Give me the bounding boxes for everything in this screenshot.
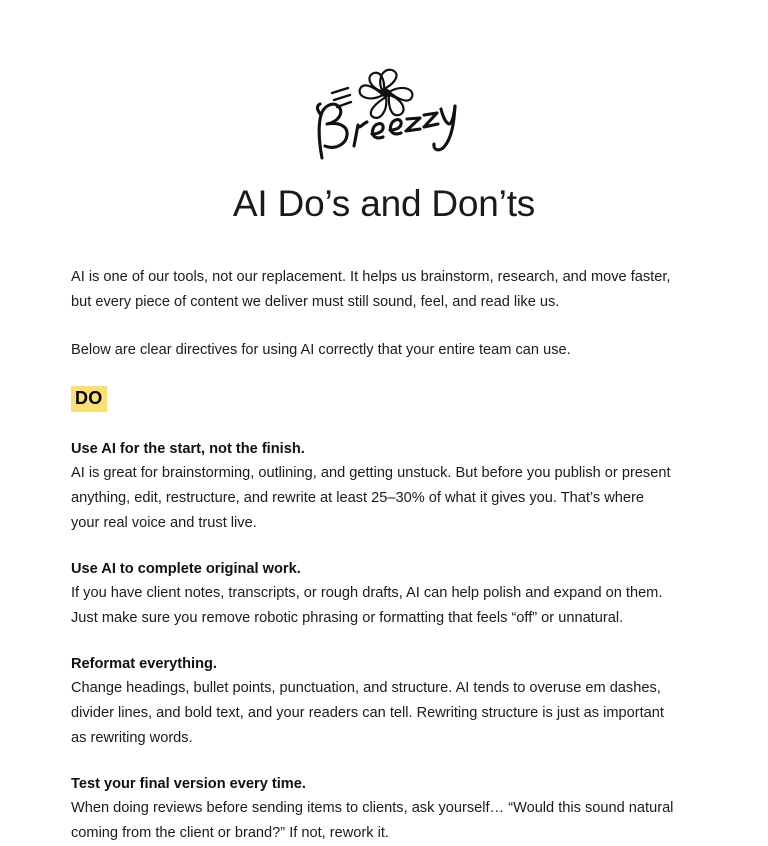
rule-item: [71, 438, 675, 536]
rule-heading: Test your final version every time.: [71, 775, 306, 792]
rule-body: Change headings, bullet points, punctuation, and structure. AI tends to overuse em dashes, divider lines, and bold text, and your readers can tell. Rewriting structure is just as important as rewriting words.: [71, 679, 664, 746]
rule-item: [71, 653, 675, 751]
rule-body: When doing reviews before sending items to clients, ask yourself… “Would this sound natural coming from the client or brand?” If not, rework it.: [71, 799, 674, 841]
page-title: AI Do’s and Don’ts: [232, 183, 536, 224]
intro-paragraph-1: AI is one of our tools, not our replacement. It helps us brainstorm, research, and move faster, but every piece of content we deliver must still sound, feel, and read like us.: [71, 268, 671, 310]
intro-paragraph-2: Below are clear directives for using AI correctly that your entire team can use.: [71, 341, 571, 358]
document-body: [0, 225, 675, 846]
pinwheel-icon: [360, 70, 413, 118]
rule-item: [71, 558, 675, 631]
breezy-wordmark: [317, 104, 455, 158]
rule-item: [71, 773, 675, 846]
rule-body: If you have client notes, transcripts, or rough drafts, AI can help polish and expand on them. Just make sure you remove robotic phrasing or formatting that feels “off” or unnatural.: [71, 584, 663, 626]
rule-heading: Reformat everything.: [71, 655, 217, 672]
rule-heading: Use AI to complete original work.: [71, 560, 301, 577]
section-do: [71, 386, 675, 412]
rule-heading: Use AI for the start, not the finish.: [71, 440, 305, 457]
breezy-logo-svg: [294, 62, 474, 162]
section-label-do: DO: [71, 386, 107, 412]
rule-body: AI is great for brainstorming, outlining, and getting unstuck. But before you publish or present anything, edit, restructure, and rewrite at least 25–30% of what it gives you. That’s where your real voice and trust live.: [71, 464, 671, 531]
brand-logo: [0, 0, 768, 162]
